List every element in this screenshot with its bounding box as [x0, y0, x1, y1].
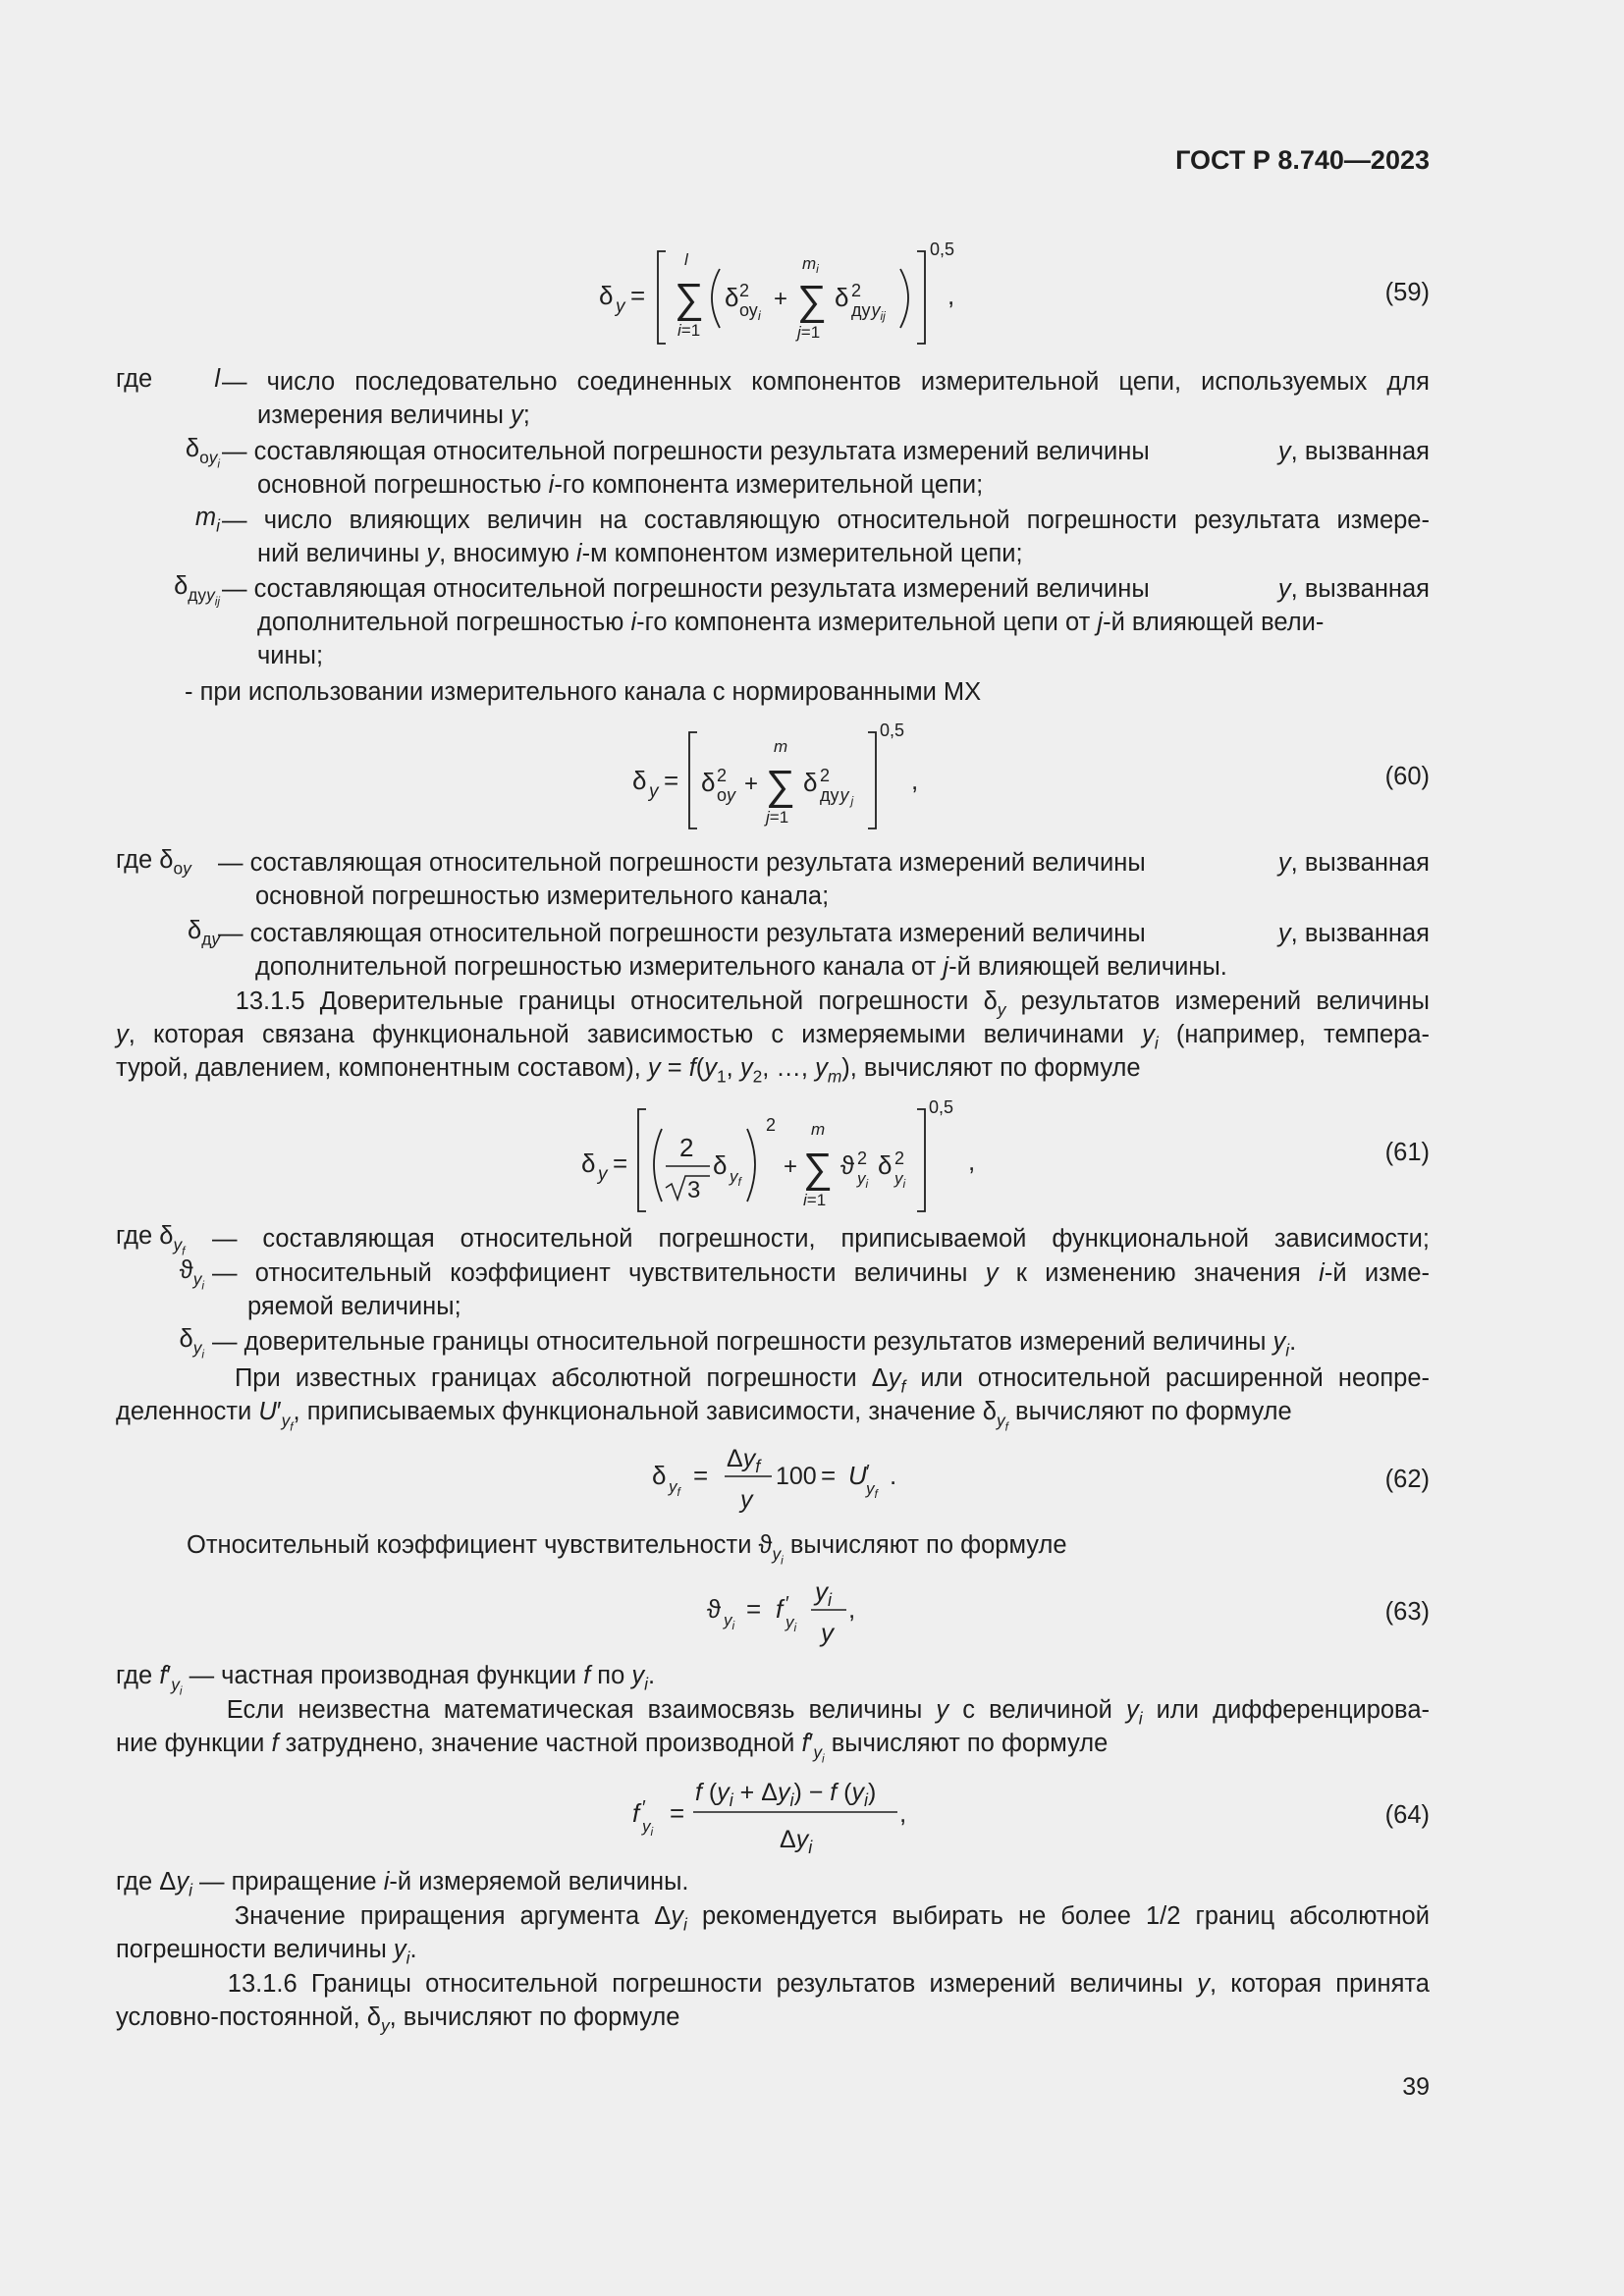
paragraph-unknown-line2: ние функции f затруднено, значение частной производной $f'_{y_i}$ вычисляют по формуле: [116, 1730, 1109, 1766]
equation-64: [624, 1767, 939, 1859]
svg-text:Δyi: $\Delta y_i$: [780, 1826, 813, 1857]
page-number: 39: [1402, 2073, 1430, 2101]
equation-number-64: (64): [1384, 1801, 1430, 1829]
paragraph-unknown-line1: Если неизвестна математическая взаимосвязь величины y с величиной $y_i$ или дифференцирова-: [116, 1696, 1430, 1729]
svg-text:′: ′: [785, 1593, 789, 1615]
equation-number-61: (61): [1384, 1139, 1430, 1166]
definition60-dy-text: — составляющая относительной погрешности результата измерений величины: [218, 920, 1146, 947]
svg-text:=: =: [664, 766, 679, 795]
definition-l-line2: измерения величины y;: [257, 401, 530, 429]
svg-text:δ: δ: [803, 768, 818, 797]
term-theta-yi: $ϑ_{y_i}$: [179, 1256, 204, 1293]
svg-text:2: 2: [739, 281, 750, 300]
svg-text:,: ,: [899, 1798, 907, 1828]
svg-text:+: +: [774, 286, 788, 312]
svg-text:2: 2: [679, 1133, 694, 1162]
svg-text:U: U: [848, 1461, 867, 1490]
svg-text:′: ′: [866, 1462, 870, 1483]
where-label-61: где $\delta_{y_f}$: [116, 1222, 186, 1258]
definition60-oy-line2: основной погрешностью измерительного канала;: [255, 882, 830, 910]
svg-text:2: 2: [857, 1148, 868, 1168]
svg-text:Δyf: $\Delta y_f$: [727, 1445, 761, 1476]
svg-text:f (yi + Δyi) − f (yi): f $(y_i + \Delta y_i) - f$ $(y_i)$: [695, 1779, 877, 1810]
term-delta-dy-ij: $\delta_{дуy_{ij}}$: [174, 572, 220, 609]
svg-text:δ: δ: [632, 766, 647, 795]
svg-text:=: =: [821, 1461, 837, 1490]
svg-text:yi: $y_i$: [857, 1169, 869, 1191]
definition-l-line1: — число последовательно соединенных компонентов измерительной цепи, используемых для: [222, 368, 1430, 396]
svg-text:,: ,: [848, 1594, 856, 1624]
definition61-delta-yi: — доверительные границы относительной погрешности результатов измерений величины $y_i$.: [212, 1328, 1297, 1361]
svg-text:∑: ∑: [766, 762, 795, 808]
svg-text:0,5: 0,5: [880, 721, 905, 740]
svg-text:=: =: [630, 281, 646, 310]
term-m-i: $m_i$: [194, 504, 220, 536]
equation-number-60: (60): [1384, 763, 1430, 790]
term-delta-oy-i: $\delta_{оy_i}$: [185, 435, 220, 471]
term-delta-dy: $\delta_{дy}$: [188, 917, 220, 949]
svg-text:′: ′: [642, 1797, 646, 1819]
term-l: l: [214, 365, 220, 393]
svg-text:yi: $y_i$: [642, 1817, 654, 1839]
svg-text:y: y: [740, 1486, 753, 1514]
svg-text:0,5: 0,5: [930, 240, 955, 259]
definition60-oy-line1: — составляющая относительной погрешности результата измерений величины y, вызванная: [218, 846, 1430, 880]
definition60-dy-line2: дополнительной погрешностью измерительного канала от j-й влияющей величины.: [255, 953, 1227, 981]
svg-text:∑: ∑: [675, 275, 704, 321]
svg-text:100: 100: [776, 1463, 817, 1490]
svg-text:yi: $y_i$: [894, 1169, 906, 1191]
definition-dy-text: — составляющая относительной погрешности результата измерений величины: [222, 575, 1150, 603]
svg-text:f: f: [632, 1798, 640, 1828]
channel-case-text: - при использовании измерительного канала с нормированными МХ: [185, 678, 982, 706]
svg-text:yi: $y_i$: [785, 1613, 797, 1634]
definition-dy-line1: — составляющая относительной погрешности результата измерений величины y, вызванная: [222, 572, 1430, 606]
definition-m-line1: — число влияющих величин на составляющую относительной погрешности результата измере-: [222, 507, 1430, 534]
section-13-1-6-line1: 13.1.6 Границы относительной погрешности результатов измерений величины y, которая принята: [116, 1970, 1430, 1998]
section-13-1-6-line2: условно-постоянной, $\delta_y$, вычисляют по формуле: [116, 2003, 680, 2036]
svg-text:i=1: i=1: [677, 321, 701, 340]
svg-text:+: +: [784, 1153, 798, 1180]
definition-oy-line1: — составляющая относительной погрешности результата измерений величины y, вызванная: [222, 435, 1430, 468]
svg-text:δ: δ: [878, 1150, 893, 1180]
svg-text:,: ,: [947, 281, 955, 310]
standard-designation: ГОСТ Р 8.740—2023: [1175, 145, 1430, 175]
paragraph-known-limits-line2: деленности $U'_{y_f}$, приписываемых функциональной зависимости, значение $\delta_{y_f}$ вычисляют по формуле: [116, 1398, 1292, 1434]
svg-text:l: l: [684, 250, 688, 269]
svg-text:y: y: [821, 1618, 834, 1647]
svg-text:3: 3: [687, 1177, 701, 1203]
svg-text:0,5: 0,5: [929, 1097, 954, 1117]
equation-number-62: (62): [1384, 1466, 1430, 1493]
svg-text:yi: $y_i$: [815, 1576, 832, 1610]
section-13-1-5-line3: турой, давлением, компонентным составом), $y = f(y_1$, $y_2$, …, $y_m$), вычисляют по формуле: [116, 1054, 1141, 1087]
svg-text:=: =: [613, 1148, 628, 1178]
svg-text:f: f: [776, 1594, 784, 1624]
svg-text:∑: ∑: [797, 277, 827, 323]
svg-text:i=1: i=1: [803, 1191, 827, 1209]
equation-59: [569, 234, 982, 351]
definition60-oy-text: — составляющая относительной погрешности результата измерений величины: [218, 849, 1146, 877]
definition-dy-line3: чины;: [257, 642, 324, 669]
svg-text:y: y: [598, 1164, 608, 1185]
svg-text:δ: δ: [835, 283, 849, 312]
where-label-59: где: [116, 365, 153, 393]
svg-text:2: 2: [820, 766, 831, 785]
paragraph-increment-line2: погрешности величины $y_i$.: [116, 1936, 417, 1968]
equation-63: [703, 1571, 899, 1653]
definition63: где $f'_{y_i}$ — частная производная функции f по $y_i$.: [116, 1662, 656, 1698]
definition61-theta-line2: ряемой величины;: [247, 1293, 461, 1320]
paragraph-sensitivity-text: Относительный коэффициент чувствительности: [187, 1531, 752, 1559]
where-label-60: где $\delta_{оy}$: [116, 846, 191, 879]
svg-text:yf: $y_f$: [669, 1477, 680, 1499]
equation-60: [619, 719, 943, 834]
svg-text:yf: $y_f$: [730, 1167, 741, 1189]
svg-text:j=1: j=1: [766, 808, 789, 827]
svg-text:ϑ: ϑ: [707, 1594, 722, 1624]
definition-oy-line2: основной погрешностью i-го компонента измерительной цепи;: [257, 471, 984, 499]
svg-text:=: =: [746, 1594, 762, 1624]
svg-text:2: 2: [766, 1115, 777, 1135]
term-delta-yi: $\delta_{y_i}$: [179, 1325, 204, 1362]
svg-text:m: m: [811, 1120, 826, 1139]
svg-text:2: 2: [717, 766, 728, 785]
equation-number-63: (63): [1384, 1598, 1430, 1626]
svg-text:y: y: [616, 296, 625, 317]
svg-text:yi: $y_i$: [724, 1611, 735, 1632]
svg-text:2: 2: [851, 281, 862, 300]
where-word-61: где: [116, 1222, 153, 1250]
definition-m-line2: ний величины y, вносимую i-м компонентом измерительной цепи;: [257, 540, 1023, 567]
svg-text:дуyij: дуy$_{ij}$: [851, 300, 886, 323]
svg-text:j=1: j=1: [797, 323, 821, 342]
paragraph-sensitivity: Относительный коэффициент чувствительности $ϑ_{y_i}$ вычисляют по формуле: [187, 1531, 1067, 1568]
svg-text:оуi: $оу_i$: [739, 300, 761, 323]
svg-text:+: +: [744, 771, 759, 797]
equation-61: [568, 1092, 1000, 1219]
svg-text:δ: δ: [581, 1148, 596, 1178]
svg-text:=: =: [693, 1461, 709, 1490]
svg-text:m: m: [774, 737, 788, 756]
paragraph-increment-line1: Значение приращения аргумента $\Delta y_i$ рекомендуется выбирать не более 1/2 границ абсолютной: [116, 1902, 1430, 1935]
section-13-1-6-end: вычисляют по формуле: [403, 2003, 680, 2031]
paragraph-known-limits-line1: При известных границах абсолютной погрешности $\Delta y_f$ или относительной расширенной неопре-: [116, 1364, 1430, 1397]
definition64: где $\Delta y_i$ — приращение i-й измеряемой величины.: [116, 1868, 689, 1900]
definition61-theta-line1: — относительный коэффициент чувствительности величины y к изменению значения i-й изме-: [212, 1259, 1431, 1287]
definition60-dy-line1: — составляющая относительной погрешности результата измерений величины y, вызванная: [218, 917, 1430, 950]
svg-text:,: ,: [911, 766, 919, 795]
svg-text:δ: δ: [701, 768, 716, 797]
equation-number-59: (59): [1384, 279, 1430, 306]
svg-text:=: =: [670, 1798, 685, 1828]
svg-text:δ: δ: [652, 1461, 667, 1490]
svg-text:,: ,: [968, 1147, 976, 1176]
svg-text:δ: δ: [599, 281, 614, 310]
section-13-1-5-line2: y, которая связана функциональной зависимостью с измеряемыми величинами $y_i$ (например, темпера-: [116, 1021, 1430, 1053]
svg-text:дуyj: дуy $_j$: [820, 785, 854, 808]
svg-text:δ: δ: [713, 1150, 728, 1180]
svg-text:y: y: [649, 781, 659, 802]
svg-text:ϑ: ϑ: [840, 1150, 855, 1180]
svg-text:δ: δ: [725, 283, 739, 312]
definition-oy-text: — составляющая относительной погрешности результата измерений величины: [222, 438, 1150, 465]
svg-text:оy: оy: [717, 785, 736, 805]
section-13-1-5-line1: 13.1.5 Доверительные границы относительной погрешности $\delta_y$ результатов измерений величины: [116, 988, 1431, 1020]
svg-text:2: 2: [894, 1148, 905, 1168]
svg-text:mi: $m_i$: [802, 254, 819, 276]
equation-62: [646, 1439, 921, 1518]
svg-text:yf: $y_f$: [866, 1479, 878, 1501]
svg-text:.: .: [890, 1461, 897, 1490]
definition61-f: — составляющая относительной погрешности, приписываемой функциональной зависимости;: [212, 1225, 1430, 1253]
svg-text:∑: ∑: [803, 1145, 833, 1191]
definition-dy-line2: дополнительной погрешностью i-го компонента измерительной цепи от j-й влияющей вели-: [257, 609, 1325, 636]
where-word-60: где: [116, 846, 153, 874]
